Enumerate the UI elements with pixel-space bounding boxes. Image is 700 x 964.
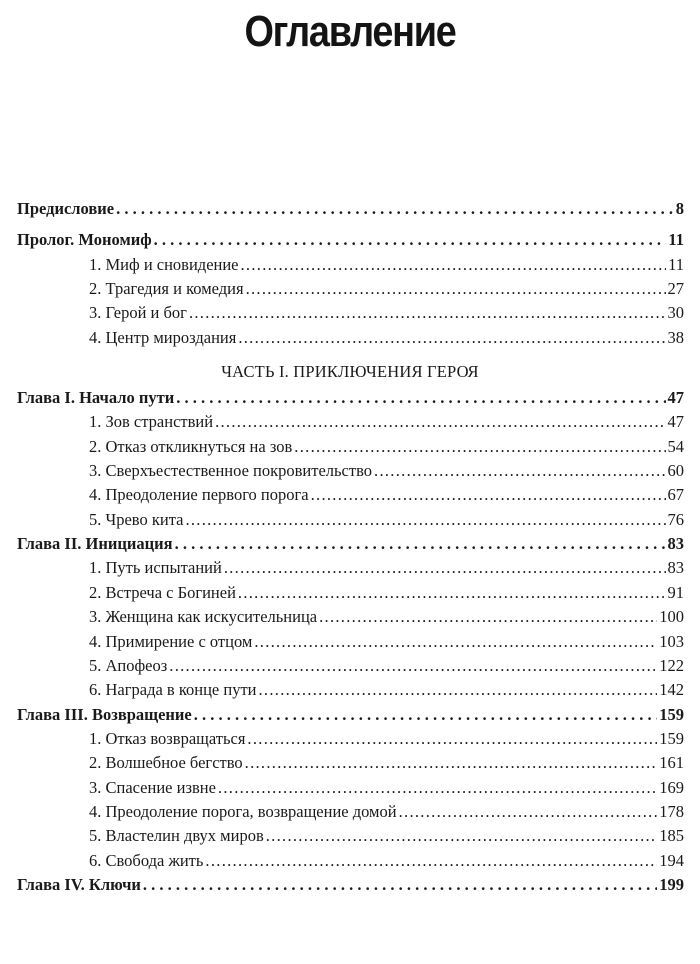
dot-leader <box>294 435 665 459</box>
entry-label: Пролог. Мономиф <box>17 230 152 250</box>
entry-page-number: 91 <box>667 582 684 602</box>
dot-leader <box>238 581 666 605</box>
entry-label: 4. Примирение с отцом <box>89 631 253 651</box>
entry-page-number: 38 <box>667 327 684 347</box>
toc-subentry[interactable] <box>0 849 700 873</box>
entry-page-number: 76 <box>667 509 684 529</box>
dot-leader <box>374 459 665 483</box>
dot-leader <box>241 253 667 277</box>
toc-subentry[interactable] <box>0 277 700 301</box>
entry-page-number: 122 <box>659 655 684 675</box>
entry-label: 6. Свобода жить <box>89 850 204 870</box>
dot-leader <box>218 776 657 800</box>
page-title: Оглавление <box>244 7 456 56</box>
entry-page-number: 54 <box>667 436 684 456</box>
entry-page-number: 11 <box>668 230 684 250</box>
dot-leader <box>246 277 666 301</box>
entry-page-number: 142 <box>659 680 684 700</box>
toc-subentry[interactable] <box>0 824 700 848</box>
toc-subentry[interactable] <box>0 435 700 459</box>
entry-label: 4. Преодоление порога, возвращение домой <box>89 801 397 821</box>
entry-page-number: 27 <box>667 279 684 299</box>
entry-page-number: 185 <box>659 826 684 846</box>
table-of-contents <box>0 197 700 897</box>
dot-leader <box>311 483 666 507</box>
entry-page-number: 169 <box>659 777 684 797</box>
dot-leader <box>189 301 666 325</box>
entry-label: 1. Зов странствий <box>89 412 214 432</box>
dot-leader <box>247 727 657 751</box>
entry-page-number: 47 <box>667 388 684 408</box>
toc-subentry[interactable] <box>0 483 700 507</box>
dot-leader <box>254 630 657 654</box>
toc-subentry[interactable] <box>0 605 700 629</box>
entry-label: Глава I. Начало пути <box>17 388 175 408</box>
dot-leader <box>319 605 657 629</box>
entry-page-number: 159 <box>659 704 684 724</box>
entry-label: Глава IV. Ключи <box>17 874 141 894</box>
dot-leader <box>215 410 665 434</box>
dot-leader <box>224 556 666 580</box>
toc-subentry[interactable] <box>0 727 700 751</box>
toc-subentry[interactable] <box>0 253 700 277</box>
entry-label: 3. Спасение извне <box>89 777 216 797</box>
dot-leader <box>116 197 674 221</box>
dot-leader <box>205 849 657 873</box>
entry-page-number: 159 <box>659 728 684 748</box>
toc-subentry[interactable] <box>0 751 700 775</box>
toc-subentry[interactable] <box>0 581 700 605</box>
entry-label: 2. Отказ откликнуться на зов <box>89 436 293 456</box>
toc-subentry[interactable] <box>0 800 700 824</box>
dot-leader <box>169 654 657 678</box>
entry-label: 5. Властелин двух миров <box>89 826 264 846</box>
entry-page-number: 47 <box>667 412 684 432</box>
entry-label: 5. Чрево кита <box>89 509 184 529</box>
dot-leader <box>245 751 658 775</box>
dot-leader <box>194 703 657 727</box>
toc-subentry[interactable] <box>0 410 700 434</box>
entry-label: 5. Апофеоз <box>89 655 168 675</box>
dot-leader <box>259 678 658 702</box>
entry-page-number: 30 <box>667 303 684 323</box>
entry-label: 3. Герой и бог <box>89 303 187 323</box>
entry-label: Предисловие <box>17 199 115 218</box>
entry-page-number: 194 <box>659 850 684 870</box>
toc-subentry[interactable] <box>0 326 700 350</box>
entry-page-number: 199 <box>659 874 684 894</box>
toc-subentry[interactable] <box>0 459 700 483</box>
toc-subentry[interactable] <box>0 301 700 325</box>
entry-page-number: 83 <box>667 558 684 578</box>
toc-entry-chapter-1[interactable] <box>0 386 700 410</box>
entry-label: 1. Путь испытаний <box>89 558 222 578</box>
entry-label: 2. Встреча с Богиней <box>89 582 236 602</box>
toc-subentry[interactable] <box>0 556 700 580</box>
toc-entry-preface[interactable] <box>0 197 700 221</box>
entry-label: 2. Волшебное бегство <box>89 753 243 773</box>
dot-leader <box>266 824 658 848</box>
toc-subentry[interactable] <box>0 654 700 678</box>
toc-entry-chapter-3[interactable] <box>0 703 700 727</box>
entry-label: 4. Преодоление первого порога <box>89 485 309 505</box>
entry-label: 3. Женщина как искусительница <box>89 607 318 627</box>
entry-label: 1. Отказ возвращаться <box>89 728 246 748</box>
dot-leader <box>238 326 665 350</box>
entry-page-number: 178 <box>659 801 684 821</box>
toc-subentry[interactable] <box>0 678 700 702</box>
entry-page-number: 60 <box>667 461 684 481</box>
toc-entry-prologue[interactable] <box>0 228 700 252</box>
entry-page-number: 161 <box>659 753 684 773</box>
dot-leader <box>176 386 665 410</box>
dot-leader <box>143 873 657 897</box>
entry-label: Глава III. Возвращение <box>17 704 192 724</box>
entry-label: 1. Миф и сновидение <box>89 254 239 274</box>
toc-entry-chapter-4[interactable] <box>0 873 700 897</box>
entry-label: 4. Центр мироздания <box>89 327 237 347</box>
toc-subentry[interactable] <box>0 630 700 654</box>
entry-page-number: 11 <box>668 254 684 274</box>
entry-page-number: 67 <box>667 485 684 505</box>
toc-subentry[interactable] <box>0 508 700 532</box>
part-heading: ЧАСТЬ I. ПРИКЛЮЧЕНИЯ ГЕРОЯ <box>221 362 479 382</box>
toc-subentry[interactable] <box>0 776 700 800</box>
entry-label: 2. Трагедия и комедия <box>89 279 244 299</box>
entry-page-number: 103 <box>659 631 684 651</box>
dot-leader <box>175 532 666 556</box>
entry-label: 6. Награда в конце пути <box>89 680 257 700</box>
dot-leader <box>185 508 665 532</box>
entry-label: Глава II. Инициация <box>17 534 173 554</box>
entry-label: 3. Сверхъестественное покровительство <box>89 461 373 481</box>
dot-leader <box>154 228 667 252</box>
entry-page-number: 83 <box>667 534 684 554</box>
entry-page-number: 8 <box>675 199 684 218</box>
entry-page-number: 100 <box>659 607 684 627</box>
toc-entry-chapter-2[interactable] <box>0 532 700 556</box>
dot-leader <box>399 800 658 824</box>
